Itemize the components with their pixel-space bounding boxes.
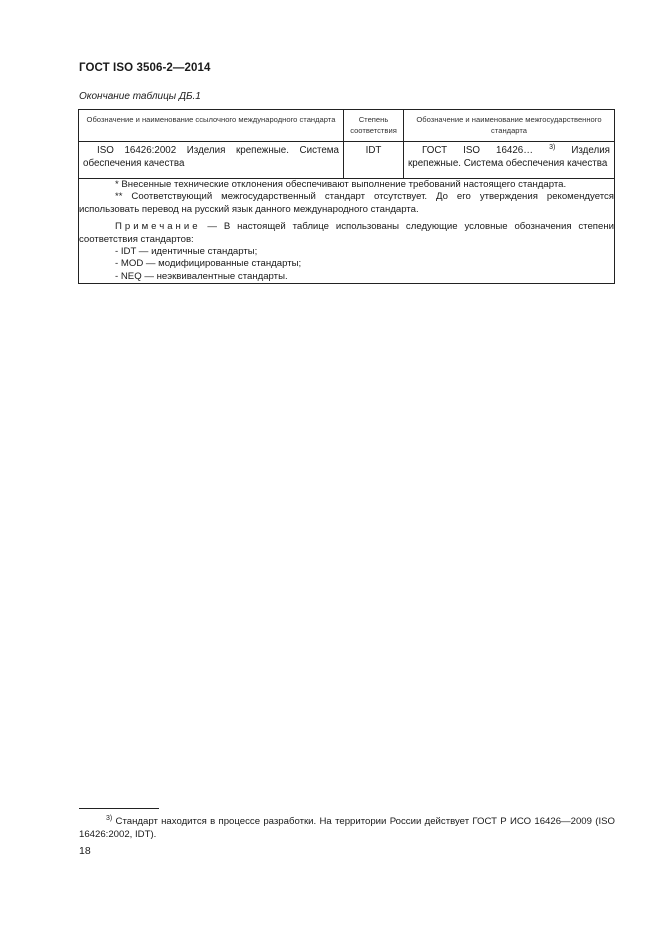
footnote-text [79,815,615,841]
note-no-standard: ** Соответствующий межгосударственный стандарт отсутствует. До его утверждения рекомендуется использовать перевод на русский язык данного международного стандарта. [79,191,614,215]
page-number: 18 [79,845,91,857]
table-caption: Окончание таблицы ДБ.1 [79,91,201,102]
standards-table [78,109,615,284]
interstate-title: Изделия крепежные. Система обеспечения качества [408,145,610,169]
table-row [79,142,615,179]
remark-text: — В настоящей таблице использованы следующие условные обозначения степени соответствия стандартов: [79,221,614,245]
footnote-separator [79,808,159,809]
notes-cell [79,179,615,284]
cell-degree: IDT [344,142,404,179]
note-deviations: * Внесенные технические отклонения обеспечивают выполнение требований настоящего стандарта. [115,179,567,190]
header-interstate-standard: Обозначение и наименование межгосударственного стандарта [404,110,615,142]
footnote-mark: 3) [106,815,113,822]
remark-paragraph [79,221,614,246]
cell-interstate-standard [404,142,615,179]
footnote-reference: 3) [549,144,556,151]
remark-label: Примечание [115,221,201,233]
interstate-code: ГОСТ ISO 16426… [422,145,534,156]
notes-row [79,179,615,284]
list-item: - IDT — идентичные стандарты; [115,246,258,258]
list-item: - MOD — модифицированные стандарты; [115,258,302,270]
footnote [79,815,615,841]
header-international-standard: Обозначение и наименование ссылочного международного стандарта [79,110,344,142]
footnote-body: Стандарт находится в процессе разработки. На территории России действует ГОСТ Р ИСО 16426—2009 (ISO 16426:2002, IDT). [79,816,615,840]
cell-international-standard: ISO 16426:2002 Изделия крепежные. Система обеспечения качества [79,142,344,179]
table-header-row [79,110,615,142]
list-item: - NEQ — неэквивалентные стандарты. [115,270,288,282]
document-header-title: ГОСТ ISO 3506-2—2014 [79,62,211,74]
header-degree-of-correspondence: Степень соответствия [344,110,404,142]
